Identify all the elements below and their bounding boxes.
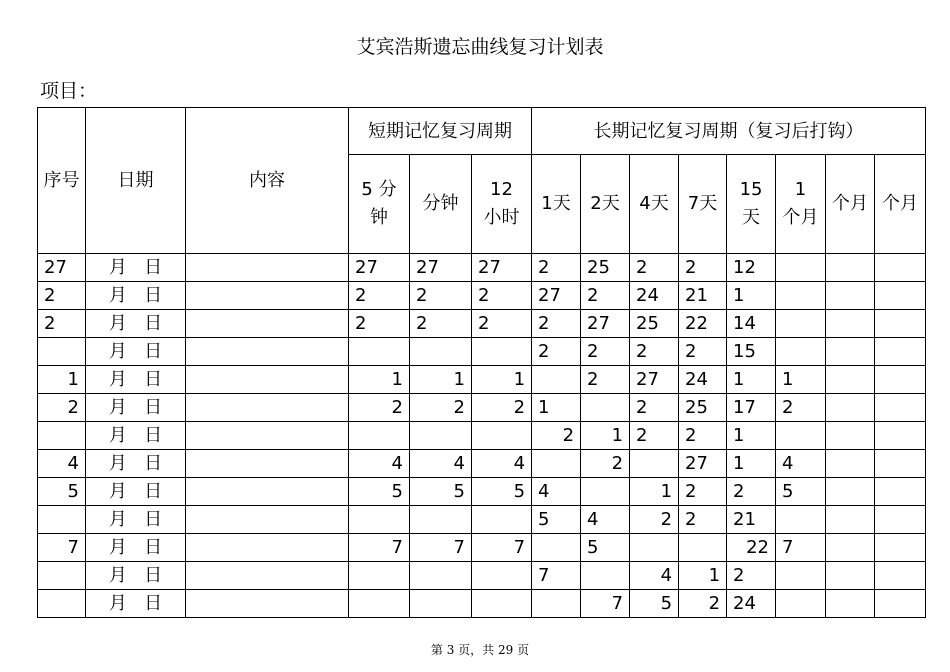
review-cell[interactable]	[826, 282, 875, 310]
review-cell[interactable]	[349, 562, 410, 590]
table-row	[38, 394, 926, 422]
review-cell[interactable]: 2	[349, 282, 410, 310]
content-cell[interactable]	[186, 366, 349, 394]
review-cell[interactable]	[875, 282, 926, 310]
review-cell[interactable]: 24	[727, 590, 776, 618]
review-cell[interactable]: 1	[532, 394, 581, 422]
date-cell[interactable]: 月 日	[86, 450, 186, 478]
review-cell[interactable]: 27	[630, 366, 679, 394]
table-row	[38, 450, 926, 478]
review-cell[interactable]: 2	[472, 310, 532, 338]
review-cell[interactable]	[875, 310, 926, 338]
review-cell[interactable]: 7	[410, 534, 472, 562]
review-cell[interactable]: 27	[472, 254, 532, 282]
review-cell[interactable]: 2	[410, 394, 472, 422]
project-label: 项目：	[40, 80, 98, 102]
review-cell[interactable]: 24	[679, 366, 727, 394]
review-cell[interactable]: 1	[727, 282, 776, 310]
date-cell[interactable]: 月 日	[86, 254, 186, 282]
review-cell[interactable]: 1	[630, 478, 679, 506]
date-cell[interactable]: 月 日	[86, 534, 186, 562]
review-cell[interactable]	[776, 282, 826, 310]
review-cell[interactable]: 5	[776, 478, 826, 506]
review-cell[interactable]: 27	[679, 450, 727, 478]
content-cell[interactable]	[186, 562, 349, 590]
date-cell[interactable]: 月 日	[86, 366, 186, 394]
review-cell[interactable]: 2	[581, 450, 630, 478]
review-cell[interactable]: 2	[472, 394, 532, 422]
header-interval-2: 12 小时	[472, 155, 532, 254]
review-cell[interactable]: 2	[679, 422, 727, 450]
review-cell[interactable]: 1	[776, 366, 826, 394]
seq-cell[interactable]: 4	[38, 450, 86, 478]
review-schedule-table	[37, 107, 926, 618]
review-cell[interactable]: 7	[349, 534, 410, 562]
review-cell[interactable]: 5	[581, 534, 630, 562]
review-cell[interactable]	[776, 590, 826, 618]
review-cell[interactable]: 2	[679, 478, 727, 506]
review-cell[interactable]	[776, 422, 826, 450]
review-cell[interactable]: 2	[630, 338, 679, 366]
review-cell[interactable]	[826, 254, 875, 282]
review-cell[interactable]: 2	[679, 590, 727, 618]
review-cell[interactable]	[472, 422, 532, 450]
review-cell[interactable]	[410, 338, 472, 366]
review-cell[interactable]: 2	[679, 506, 727, 534]
date-cell[interactable]: 月 日	[86, 422, 186, 450]
review-cell[interactable]: 7	[532, 562, 581, 590]
review-cell[interactable]	[826, 310, 875, 338]
header-interval-1: 分钟	[410, 155, 472, 254]
seq-cell[interactable]: 1	[38, 366, 86, 394]
review-cell[interactable]: 2	[532, 310, 581, 338]
review-cell[interactable]	[532, 534, 581, 562]
review-cell[interactable]	[349, 422, 410, 450]
table-row	[38, 534, 926, 562]
review-cell[interactable]	[826, 590, 875, 618]
review-cell[interactable]	[875, 422, 926, 450]
review-cell[interactable]	[349, 590, 410, 618]
header-interval-3: 1天	[532, 155, 581, 254]
seq-cell[interactable]	[38, 562, 86, 590]
content-cell[interactable]	[186, 282, 349, 310]
review-cell[interactable]	[875, 338, 926, 366]
review-cell[interactable]: 2	[349, 394, 410, 422]
review-cell[interactable]	[875, 366, 926, 394]
date-cell[interactable]: 月 日	[86, 562, 186, 590]
review-cell[interactable]: 27	[581, 310, 630, 338]
review-cell[interactable]: 24	[630, 282, 679, 310]
review-cell[interactable]	[581, 562, 630, 590]
date-cell[interactable]: 月 日	[86, 338, 186, 366]
review-cell[interactable]: 25	[581, 254, 630, 282]
review-cell[interactable]: 2	[349, 310, 410, 338]
table-row	[38, 422, 926, 450]
review-cell[interactable]	[349, 338, 410, 366]
date-cell[interactable]: 月 日	[86, 478, 186, 506]
seq-cell[interactable]: 2	[38, 282, 86, 310]
content-cell[interactable]	[186, 422, 349, 450]
review-cell[interactable]: 1	[727, 366, 776, 394]
review-cell[interactable]	[875, 478, 926, 506]
date-cell[interactable]: 月 日	[86, 282, 186, 310]
date-cell[interactable]: 月 日	[86, 394, 186, 422]
review-cell[interactable]	[410, 422, 472, 450]
review-cell[interactable]: 2	[532, 422, 581, 450]
review-cell[interactable]: 22	[679, 310, 727, 338]
review-cell[interactable]: 4	[532, 478, 581, 506]
table-row	[38, 478, 926, 506]
review-cell[interactable]: 2	[630, 394, 679, 422]
review-cell[interactable]	[875, 534, 926, 562]
review-cell[interactable]: 12	[727, 254, 776, 282]
seq-cell[interactable]	[38, 590, 86, 618]
review-cell[interactable]: 2	[581, 338, 630, 366]
review-cell[interactable]: 27	[410, 254, 472, 282]
review-cell[interactable]: 15	[727, 338, 776, 366]
seq-cell[interactable]: 7	[38, 534, 86, 562]
review-cell[interactable]	[826, 534, 875, 562]
review-cell[interactable]	[776, 310, 826, 338]
content-cell[interactable]	[186, 394, 349, 422]
header-long-term: 长期记忆复习周期（复习后打钩）	[532, 108, 926, 155]
review-cell[interactable]: 2	[532, 254, 581, 282]
review-cell[interactable]	[349, 506, 410, 534]
review-cell[interactable]	[776, 506, 826, 534]
review-cell[interactable]	[826, 422, 875, 450]
review-cell[interactable]	[472, 590, 532, 618]
review-cell[interactable]	[472, 562, 532, 590]
review-cell[interactable]	[410, 506, 472, 534]
review-cell[interactable]	[532, 590, 581, 618]
review-cell[interactable]: 5	[349, 478, 410, 506]
review-cell[interactable]: 14	[727, 310, 776, 338]
review-cell[interactable]: 27	[349, 254, 410, 282]
content-cell[interactable]	[186, 478, 349, 506]
content-cell[interactable]	[186, 590, 349, 618]
content-cell[interactable]	[186, 254, 349, 282]
review-cell[interactable]: 1	[410, 366, 472, 394]
review-cell[interactable]: 2	[727, 562, 776, 590]
seq-cell[interactable]	[38, 506, 86, 534]
table-row	[38, 310, 926, 338]
review-cell[interactable]	[875, 254, 926, 282]
seq-cell[interactable]	[38, 338, 86, 366]
review-cell[interactable]	[472, 506, 532, 534]
review-cell[interactable]: 4	[776, 450, 826, 478]
review-cell[interactable]	[776, 338, 826, 366]
content-cell[interactable]	[186, 506, 349, 534]
seq-cell[interactable]: 2	[38, 394, 86, 422]
content-cell[interactable]	[186, 338, 349, 366]
review-cell[interactable]	[826, 338, 875, 366]
review-cell[interactable]	[875, 394, 926, 422]
review-cell[interactable]: 1	[581, 422, 630, 450]
table-row	[38, 366, 926, 394]
header-interval-6: 7天	[679, 155, 727, 254]
review-cell[interactable]: 2	[679, 338, 727, 366]
review-cell[interactable]: 2	[630, 422, 679, 450]
review-cell[interactable]: 2	[532, 338, 581, 366]
review-cell[interactable]	[581, 394, 630, 422]
review-cell[interactable]	[532, 450, 581, 478]
date-cell[interactable]: 月 日	[86, 590, 186, 618]
review-cell[interactable]: 1	[679, 562, 727, 590]
header-interval-9: 个月	[826, 155, 875, 254]
review-cell[interactable]: 4	[472, 450, 532, 478]
review-cell[interactable]	[826, 394, 875, 422]
header-date: 日期	[86, 108, 186, 254]
table-row	[38, 562, 926, 590]
review-cell[interactable]: 27	[532, 282, 581, 310]
review-cell[interactable]: 2	[776, 394, 826, 422]
review-cell[interactable]: 17	[727, 394, 776, 422]
review-cell[interactable]	[410, 562, 472, 590]
review-cell[interactable]	[776, 254, 826, 282]
review-cell[interactable]: 4	[410, 450, 472, 478]
seq-cell[interactable]: 5	[38, 478, 86, 506]
review-cell[interactable]: 2	[630, 254, 679, 282]
review-cell[interactable]	[826, 562, 875, 590]
header-short-term: 短期记忆复习周期	[349, 108, 532, 155]
review-cell[interactable]	[630, 450, 679, 478]
content-cell[interactable]	[186, 450, 349, 478]
header-interval-0: 5 分 钟	[349, 155, 410, 254]
review-cell[interactable]: 25	[630, 310, 679, 338]
date-cell[interactable]: 月 日	[86, 506, 186, 534]
header-seq: 序号	[38, 108, 86, 254]
header-interval-4: 2天	[581, 155, 630, 254]
table-row	[38, 338, 926, 366]
review-cell[interactable]: 7	[472, 534, 532, 562]
review-cell[interactable]	[826, 366, 875, 394]
header-content: 内容	[186, 108, 349, 254]
review-cell[interactable]	[410, 590, 472, 618]
header-interval-10: 个月	[875, 155, 926, 254]
review-cell[interactable]	[826, 506, 875, 534]
header-interval-5: 4天	[630, 155, 679, 254]
review-cell[interactable]: 5	[410, 478, 472, 506]
date-cell[interactable]: 月 日	[86, 310, 186, 338]
review-cell[interactable]	[875, 590, 926, 618]
review-cell[interactable]: 21	[679, 282, 727, 310]
review-cell[interactable]	[581, 478, 630, 506]
review-cell[interactable]: 2	[679, 254, 727, 282]
table-row	[38, 282, 926, 310]
review-cell[interactable]: 2	[581, 282, 630, 310]
table-row	[38, 590, 926, 618]
review-cell[interactable]: 5	[472, 478, 532, 506]
seq-cell[interactable]: 2	[38, 310, 86, 338]
review-cell[interactable]: 22	[727, 534, 776, 562]
table-row	[38, 506, 926, 534]
content-cell[interactable]	[186, 534, 349, 562]
review-cell[interactable]	[875, 450, 926, 478]
header-interval-7: 15 天	[727, 155, 776, 254]
review-cell[interactable]	[875, 562, 926, 590]
page-title: 艾宾浩斯遗忘曲线复习计划表	[356, 36, 604, 58]
review-cell[interactable]: 5	[630, 590, 679, 618]
seq-cell[interactable]	[38, 422, 86, 450]
review-cell[interactable]: 2	[410, 282, 472, 310]
review-cell[interactable]: 5	[532, 506, 581, 534]
review-cell[interactable]	[630, 534, 679, 562]
review-cell[interactable]: 4	[630, 562, 679, 590]
table-row	[38, 254, 926, 282]
review-cell[interactable]: 1	[727, 450, 776, 478]
review-cell[interactable]: 4	[349, 450, 410, 478]
review-cell[interactable]: 2	[472, 282, 532, 310]
review-cell[interactable]	[826, 478, 875, 506]
review-cell[interactable]: 21	[727, 506, 776, 534]
review-cell[interactable]	[679, 534, 727, 562]
review-cell[interactable]: 2	[410, 310, 472, 338]
review-cell[interactable]: 1	[472, 366, 532, 394]
seq-cell[interactable]: 27	[38, 254, 86, 282]
content-cell[interactable]	[186, 310, 349, 338]
review-cell[interactable]: 1	[349, 366, 410, 394]
review-cell[interactable]	[776, 562, 826, 590]
review-cell[interactable]	[875, 506, 926, 534]
page-footer: 第 3 页，共 29 页	[430, 643, 530, 657]
header-interval-8: 1 个月	[776, 155, 826, 254]
review-cell[interactable]: 7	[581, 590, 630, 618]
review-cell[interactable]: 4	[581, 506, 630, 534]
review-cell[interactable]: 2	[630, 506, 679, 534]
review-cell[interactable]: 7	[776, 534, 826, 562]
review-cell[interactable]: 2	[727, 478, 776, 506]
review-cell[interactable]: 25	[679, 394, 727, 422]
review-cell[interactable]	[532, 366, 581, 394]
review-cell[interactable]	[826, 450, 875, 478]
review-cell[interactable]: 1	[727, 422, 776, 450]
review-cell[interactable]: 2	[581, 366, 630, 394]
review-cell[interactable]	[472, 338, 532, 366]
